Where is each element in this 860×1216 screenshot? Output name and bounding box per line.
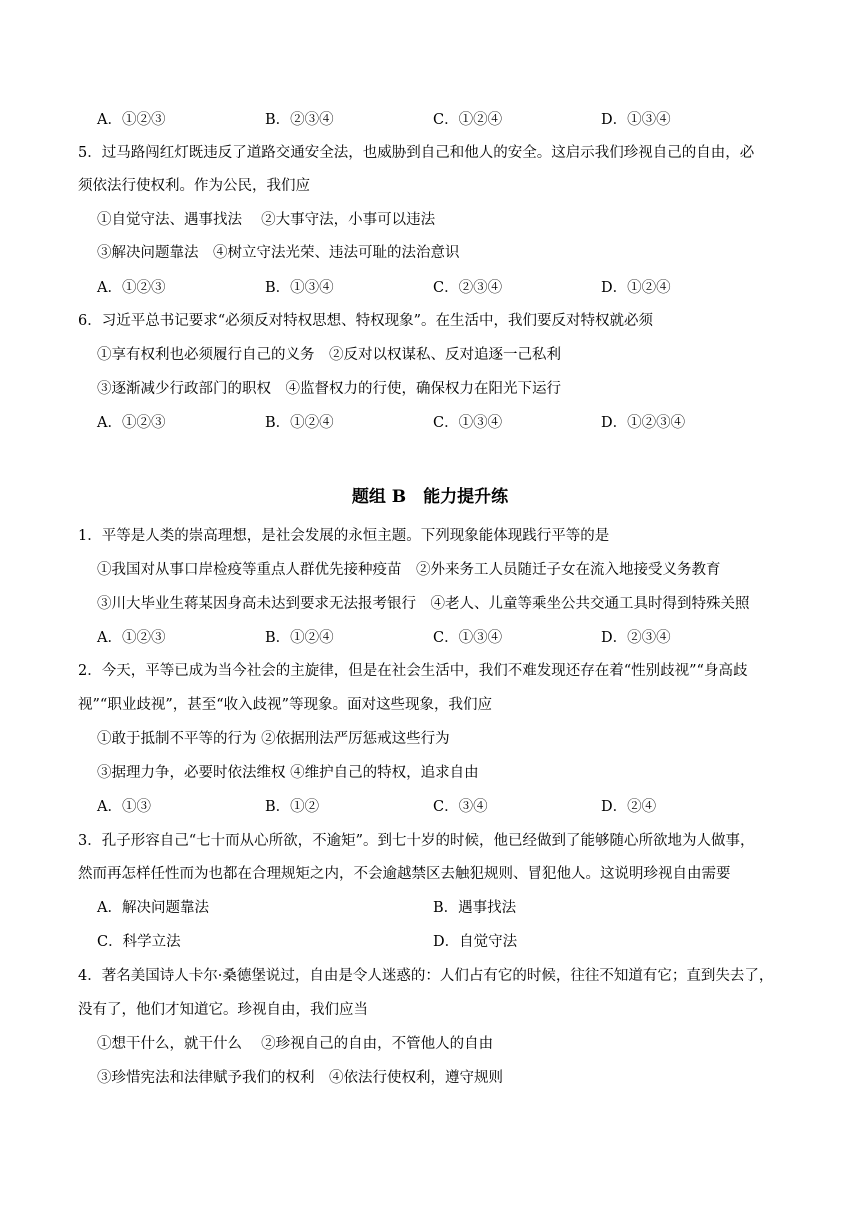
b-q3-option-a: A．解决问题靠法 xyxy=(97,900,209,916)
b-q3-option-d: D．自觉守法 xyxy=(433,934,518,950)
a-q5-items-line1: ①自觉守法、遇事找法 ②大事守法，小事可以违法 xyxy=(97,212,436,228)
a-q5-stem-line1: 5．过马路闯红灯既违反了道路交通安全法，也威胁到自己和他人的安全。这启示我们珍视自己的自由，必 xyxy=(78,145,755,161)
a-q6-option-c: C．①③④ xyxy=(433,415,503,431)
a-q6-option-a: A．①②③ xyxy=(97,415,166,431)
a-q6-items-line1: ①享有权利也必须履行自己的义务 ②反对以权谋私、反对追逐一己私利 xyxy=(97,347,561,363)
a-q5-stem-line2: 须依法行使权利。作为公民，我们应 xyxy=(78,178,310,194)
b-q2-option-a: A．①③ xyxy=(97,799,151,815)
a-q6-option-b: B．①②④ xyxy=(265,415,334,431)
b-q4-items-line1: ①想干什么，就干什么 ②珍视自己的自由，不管他人的自由 xyxy=(97,1036,494,1052)
b-q2-stem-line1: 2．今天，平等已成为当今社会的主旋律，但是在社会生活中，我们不难发现还存在着“性别歧视”“身高歧 xyxy=(78,663,748,679)
a-q6-items-line2: ③逐渐减少行政部门的职权 ④监督权力的行使，确保权力在阳光下运行 xyxy=(97,381,561,397)
a-q4-option-b: B．②③④ xyxy=(265,112,334,128)
b-q1-option-d: D．②③④ xyxy=(601,630,671,646)
a-q4-option-a: A．①②③ xyxy=(97,112,166,128)
b-q1-option-c: C．①③④ xyxy=(433,630,503,646)
b-q2-items-line2: ③据理力争，必要时依法维权 ④维护自己的特权，追求自由 xyxy=(97,765,479,781)
b-q2-option-d: D．②④ xyxy=(601,799,657,815)
a-q5-items-line2: ③解决问题靠法 ④树立守法光荣、违法可耻的法治意识 xyxy=(97,245,460,261)
b-q4-stem-line1: 4．著名美国诗人卡尔·桑德堡说过，自由是令人迷惑的：人们占有它的时候，往往不知道有它；直到失去了， xyxy=(78,968,774,984)
a-q5-option-b: B．①③④ xyxy=(265,280,334,296)
a-q6-stem-line1: 6．习近平总书记要求“必须反对特权思想、特权现象”。在生活中，我们要反对特权就必须 xyxy=(78,313,654,329)
a-q4-option-c: C．①②④ xyxy=(433,112,503,128)
b-q4-stem-line2: 没有了，他们才知道它。珍视自由，我们应当 xyxy=(78,1002,368,1018)
b-q1-items-line2: ③川大毕业生蒋某因身高未达到要求无法报考银行 ④老人、儿童等乘坐公共交通工具时得到特殊关照 xyxy=(97,596,750,612)
b-q1-items-line1: ①我国对从事口岸检疫等重点人群优先接种疫苗 ②外来务工人员随迁子女在流入地接受义务教育 xyxy=(97,562,721,578)
b-q1-stem-line1: 1．平等是人类的崇高理想，是社会发展的永恒主题。下列现象能体现践行平等的是 xyxy=(78,528,610,544)
group-b-heading: 题组 B 能力提升练 xyxy=(351,487,509,507)
b-q2-option-b: B．①② xyxy=(265,799,320,815)
b-q3-stem-line2: 然而再怎样任性而为也都在合理规矩之内，不会逾越禁区去触犯规则、冒犯他人。这说明珍视自由需要 xyxy=(78,866,731,882)
a-q5-option-a: A．①②③ xyxy=(97,280,166,296)
b-q4-items-line2: ③珍惜宪法和法律赋予我们的权利 ④依法行使权利，遵守规则 xyxy=(97,1070,503,1086)
b-q2-items-line1: ①敢于抵制不平等的行为 ②依据刑法严厉惩戒这些行为 xyxy=(97,731,450,747)
a-q6-option-d: D．①②③④ xyxy=(601,415,686,431)
a-q5-option-d: D．①②④ xyxy=(601,280,671,296)
b-q1-option-b: B．①②④ xyxy=(265,630,334,646)
a-q4-option-d: D．①③④ xyxy=(601,112,671,128)
a-q5-option-c: C．②③④ xyxy=(433,280,503,296)
b-q2-option-c: C．③④ xyxy=(433,799,488,815)
b-q3-stem-line1: 3．孔子形容自己“七十而从心所欲，不逾矩”。到七十岁的时候，他已经做到了能够随心所欲地为人做事， xyxy=(78,833,755,849)
b-q3-option-c: C．科学立法 xyxy=(97,934,181,950)
b-q3-option-b: B．遇事找法 xyxy=(433,900,517,916)
b-q1-option-a: A．①②③ xyxy=(97,630,166,646)
b-q2-stem-line2: 视”“职业歧视”，甚至“收入歧视”等现象。面对这些现象，我们应 xyxy=(78,697,493,713)
